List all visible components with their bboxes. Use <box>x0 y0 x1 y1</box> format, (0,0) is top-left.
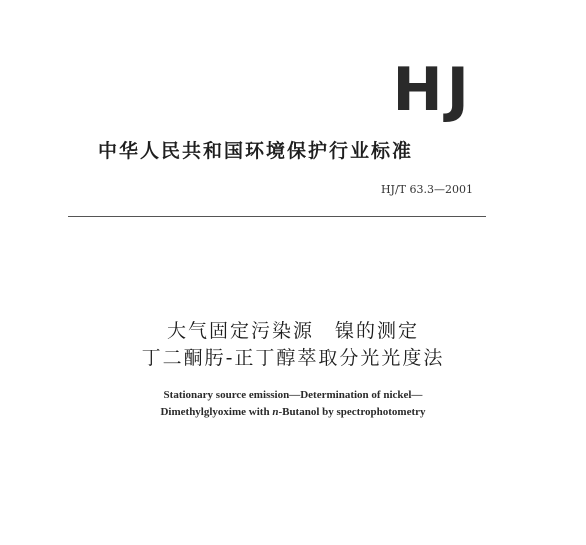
title-english-line2-prefix: Dimethylglyoxime with <box>160 406 273 418</box>
title-chinese-line2: 丁二酮肟-正丁醇萃取分光光度法 <box>141 347 445 369</box>
standard-number: HJ/T 63.3—2001 <box>380 183 473 196</box>
title-chinese-line1: 大气固定污染源 镍的测定 <box>166 320 419 342</box>
organization-name: 中华人民共和国环境保护行业标准 <box>98 140 414 162</box>
header-divider <box>68 216 486 217</box>
hj-logo: HJ <box>392 55 473 125</box>
title-english-line2-italic: n <box>272 406 279 418</box>
title-english-line2 <box>0 406 586 418</box>
title-english-line1: Stationary source emission—Determination of nickel— <box>163 389 423 401</box>
title-english-line2-suffix: -Butanol by spectrophotometry <box>278 406 426 418</box>
